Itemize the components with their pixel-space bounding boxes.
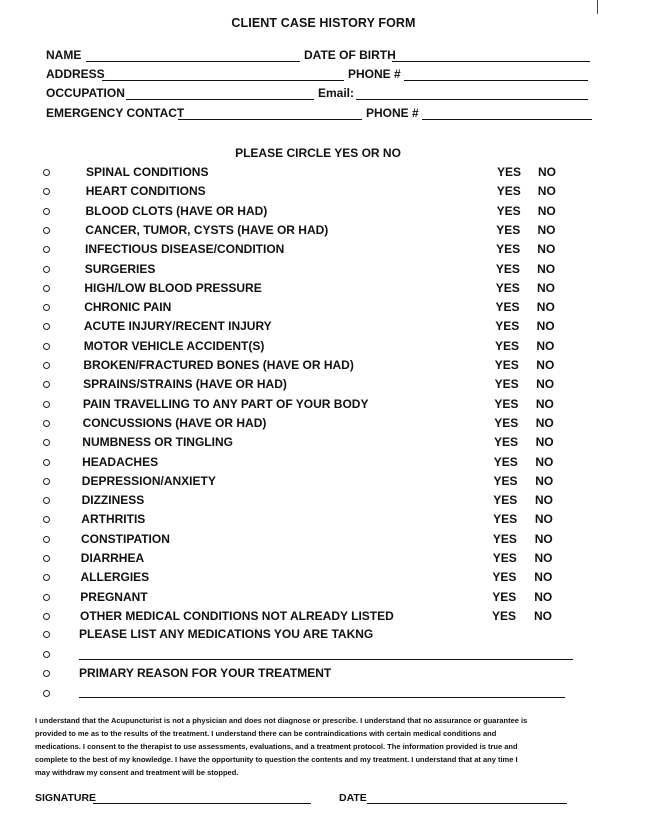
disclaimer-line: medications. I consent to the therapist to use assessments, evaluations, and a treatment protocol. The information provided is true and bbox=[35, 742, 518, 751]
condition-row bbox=[0, 435, 647, 453]
condition-row bbox=[0, 397, 647, 415]
bullet-circle-icon bbox=[43, 497, 50, 504]
no-option[interactable]: NO bbox=[537, 280, 555, 295]
no-option[interactable]: NO bbox=[535, 435, 554, 450]
primary-reason-row bbox=[0, 666, 647, 684]
condition-label: NUMBNESS OR TINGLING bbox=[82, 435, 233, 450]
condition-row bbox=[0, 242, 647, 260]
condition-row bbox=[0, 184, 647, 202]
condition-row bbox=[0, 551, 647, 569]
condition-row bbox=[0, 204, 647, 222]
disclaimer-line: provided to me as to the results of the treatment. I understand there can be contraindications with certain medical conditions and bbox=[35, 729, 497, 738]
condition-label: CANCER, TUMOR, CYSTS (HAVE OR HAD) bbox=[85, 222, 329, 237]
no-option[interactable]: NO bbox=[535, 396, 554, 411]
page-edge-line bbox=[597, 0, 598, 14]
yes-option[interactable]: YES bbox=[494, 396, 519, 411]
bullet-circle-icon bbox=[43, 459, 50, 466]
consent-disclaimer bbox=[35, 714, 575, 779]
yes-option[interactable]: YES bbox=[493, 512, 518, 527]
bullet-circle-icon bbox=[43, 304, 50, 311]
bullet-circle-icon bbox=[43, 246, 50, 253]
no-option[interactable]: NO bbox=[537, 203, 556, 218]
condition-label: OTHER MEDICAL CONDITIONS NOT ALREADY LISTED bbox=[80, 608, 394, 623]
medications-prompt: PLEASE LIST ANY MEDICATIONS YOU ARE TAKNG bbox=[79, 627, 374, 641]
date-of-birth-label: DATE OF BIRTH bbox=[304, 48, 396, 62]
condition-row bbox=[0, 223, 647, 241]
email-label: Email: bbox=[318, 86, 355, 100]
condition-row bbox=[0, 300, 647, 318]
no-option[interactable]: NO bbox=[534, 551, 553, 565]
circle-instruction: PLEASE CIRCLE YES OR NO bbox=[235, 146, 401, 160]
no-option[interactable]: NO bbox=[535, 473, 554, 488]
yes-option[interactable]: YES bbox=[492, 551, 517, 565]
condition-row bbox=[0, 165, 647, 183]
yes-option[interactable]: YES bbox=[496, 203, 521, 218]
bullet-circle-icon bbox=[43, 651, 50, 658]
condition-row bbox=[0, 493, 647, 511]
yes-option[interactable]: YES bbox=[493, 473, 518, 488]
phone2-label: PHONE # bbox=[366, 106, 419, 120]
disclaimer-line: complete to the best of my knowledge. I have the opportunity to question the contents and my treatment. I understand that at any time I bbox=[35, 755, 518, 764]
yes-option[interactable]: YES bbox=[494, 377, 519, 392]
bullet-circle-icon bbox=[43, 594, 50, 601]
address-field[interactable] bbox=[102, 80, 344, 81]
condition-label: HEART CONDITIONS bbox=[85, 184, 206, 199]
condition-row bbox=[0, 281, 647, 299]
bullet-circle-icon bbox=[43, 536, 50, 543]
condition-label: BLOOD CLOTS (HAVE OR HAD) bbox=[85, 203, 268, 218]
no-option[interactable]: NO bbox=[534, 589, 553, 604]
bullet-circle-icon bbox=[43, 631, 50, 638]
no-option[interactable]: NO bbox=[537, 222, 556, 237]
name-label: NAME bbox=[46, 48, 82, 62]
bullet-circle-icon bbox=[43, 266, 50, 273]
address-label: ADDRESS bbox=[46, 67, 105, 81]
bullet-circle-icon bbox=[43, 401, 50, 408]
bullet-circle-icon bbox=[43, 285, 50, 292]
yes-option[interactable]: YES bbox=[493, 493, 518, 508]
bullet-circle-icon bbox=[43, 362, 50, 369]
occupation-label: OCCUPATION bbox=[46, 86, 125, 100]
yes-option[interactable]: YES bbox=[494, 435, 519, 450]
condition-label: HEADACHES bbox=[82, 454, 159, 469]
condition-label: CONSTIPATION bbox=[81, 531, 170, 546]
no-option[interactable]: NO bbox=[536, 319, 555, 334]
yes-option[interactable]: YES bbox=[495, 300, 520, 315]
bullet-circle-icon bbox=[43, 690, 50, 697]
condition-row bbox=[0, 532, 647, 550]
yes-option[interactable]: YES bbox=[492, 570, 517, 585]
condition-row bbox=[0, 609, 647, 627]
condition-label: PREGNANT bbox=[80, 589, 148, 604]
condition-label: INFECTIOUS DISEASE/CONDITION bbox=[85, 242, 285, 257]
no-option[interactable]: NO bbox=[536, 377, 555, 392]
signature-field[interactable] bbox=[93, 803, 311, 804]
primary-reason-field[interactable] bbox=[79, 697, 565, 698]
emergency-contact-label: EMERGENCY CONTACT bbox=[46, 106, 185, 120]
bullet-circle-icon bbox=[43, 670, 50, 677]
condition-label: SURGERIES bbox=[84, 261, 156, 276]
bullet-circle-icon bbox=[43, 169, 50, 176]
bullet-circle-icon bbox=[43, 439, 50, 446]
no-option[interactable]: NO bbox=[534, 531, 553, 546]
condition-label: SPRAINS/STRAINS (HAVE OR HAD) bbox=[83, 377, 287, 392]
condition-row bbox=[0, 358, 647, 376]
primary-reason-answer-row bbox=[0, 686, 647, 704]
bullet-circle-icon bbox=[43, 227, 50, 234]
condition-label: CONCUSSIONS (HAVE OR HAD) bbox=[82, 415, 267, 430]
yes-option[interactable]: YES bbox=[495, 319, 520, 334]
bullet-circle-icon bbox=[43, 613, 50, 620]
no-option[interactable]: NO bbox=[536, 300, 555, 315]
emergency-contact-field[interactable] bbox=[178, 119, 362, 120]
medications-row bbox=[0, 627, 647, 645]
no-option[interactable]: NO bbox=[534, 608, 552, 623]
condition-label: DIZZINESS bbox=[81, 493, 145, 508]
form-title: CLIENT CASE HISTORY FORM bbox=[231, 16, 416, 30]
yes-option[interactable]: YES bbox=[492, 608, 517, 623]
condition-row bbox=[0, 474, 647, 492]
no-option[interactable]: NO bbox=[534, 570, 553, 585]
no-option[interactable]: NO bbox=[535, 454, 554, 469]
condition-label: PAIN TRAVELLING TO ANY PART OF YOUR BODY bbox=[82, 396, 369, 411]
bullet-circle-icon bbox=[43, 188, 50, 195]
bullet-circle-icon bbox=[43, 381, 50, 388]
bullet-circle-icon bbox=[43, 343, 50, 350]
condition-row bbox=[0, 570, 647, 588]
condition-row bbox=[0, 319, 647, 337]
no-option[interactable]: NO bbox=[537, 242, 556, 257]
condition-label: CHRONIC PAIN bbox=[84, 300, 172, 315]
condition-label: HIGH/LOW BLOOD PRESSURE bbox=[84, 280, 262, 295]
medications-field[interactable] bbox=[79, 659, 573, 660]
condition-label: ACUTE INJURY/RECENT INJURY bbox=[83, 319, 272, 334]
bullet-circle-icon bbox=[43, 323, 50, 330]
yes-option[interactable]: YES bbox=[494, 358, 519, 372]
disclaimer-line: may withdraw my consent and treatment will be stopped. bbox=[35, 768, 239, 777]
yes-option[interactable]: YES bbox=[495, 261, 520, 276]
bullet-circle-icon bbox=[43, 555, 50, 562]
bullet-circle-icon bbox=[43, 420, 50, 427]
condition-label: ALLERGIES bbox=[80, 570, 150, 585]
phone2-field[interactable] bbox=[422, 119, 592, 120]
condition-label: DEPRESSION/ANXIETY bbox=[81, 473, 216, 488]
condition-row bbox=[0, 262, 647, 280]
phone-field[interactable] bbox=[404, 80, 588, 81]
primary-reason-prompt: PRIMARY REASON FOR YOUR TREATMENT bbox=[79, 666, 332, 680]
bullet-circle-icon bbox=[43, 208, 50, 215]
bullet-circle-icon bbox=[43, 574, 50, 581]
no-option[interactable]: NO bbox=[537, 261, 556, 276]
yes-option[interactable]: YES bbox=[495, 338, 520, 353]
disclaimer-line: I understand that the Acupuncturist is not a physician and does not diagnose or prescribe. I understand that no assurance or guarantee is bbox=[35, 716, 528, 725]
no-option[interactable]: NO bbox=[537, 184, 556, 199]
date-label: DATE bbox=[339, 792, 367, 804]
no-option[interactable]: NO bbox=[538, 165, 556, 179]
condition-row bbox=[0, 590, 647, 608]
no-option[interactable]: NO bbox=[535, 415, 554, 430]
bullet-circle-icon bbox=[43, 516, 50, 523]
condition-label: DIARRHEA bbox=[80, 551, 145, 565]
condition-label: SPINAL CONDITIONS bbox=[86, 165, 209, 179]
condition-row bbox=[0, 416, 647, 434]
yes-option[interactable]: YES bbox=[497, 165, 522, 179]
no-option[interactable]: NO bbox=[535, 493, 553, 508]
yes-option[interactable]: YES bbox=[494, 415, 519, 430]
yes-option[interactable]: YES bbox=[496, 242, 521, 257]
no-option[interactable]: NO bbox=[534, 512, 553, 527]
condition-row bbox=[0, 377, 647, 395]
phone-label: PHONE # bbox=[348, 67, 401, 81]
occupation-field[interactable] bbox=[126, 99, 314, 100]
date-of-birth-field[interactable] bbox=[392, 61, 590, 62]
bullet-circle-icon bbox=[43, 478, 50, 485]
medications-answer-row bbox=[0, 647, 647, 665]
condition-label: ARTHRITIS bbox=[81, 512, 146, 527]
date-field[interactable] bbox=[367, 803, 567, 804]
yes-option[interactable]: YES bbox=[492, 589, 517, 604]
condition-row bbox=[0, 512, 647, 530]
condition-row bbox=[0, 339, 647, 357]
yes-option[interactable]: YES bbox=[493, 454, 518, 469]
yes-option[interactable]: YES bbox=[495, 280, 520, 295]
email-field[interactable] bbox=[356, 99, 588, 100]
yes-option[interactable]: YES bbox=[496, 184, 521, 199]
yes-option[interactable]: YES bbox=[496, 222, 521, 237]
condition-label: BROKEN/FRACTURED BONES (HAVE OR HAD) bbox=[83, 358, 354, 372]
yes-option[interactable]: YES bbox=[492, 531, 517, 546]
no-option[interactable]: NO bbox=[536, 338, 555, 353]
no-option[interactable]: NO bbox=[536, 358, 555, 372]
name-field[interactable] bbox=[86, 61, 300, 62]
condition-row bbox=[0, 455, 647, 473]
condition-label: MOTOR VEHICLE ACCIDENT(S) bbox=[83, 338, 265, 353]
signature-label: SIGNATURE bbox=[35, 792, 97, 804]
